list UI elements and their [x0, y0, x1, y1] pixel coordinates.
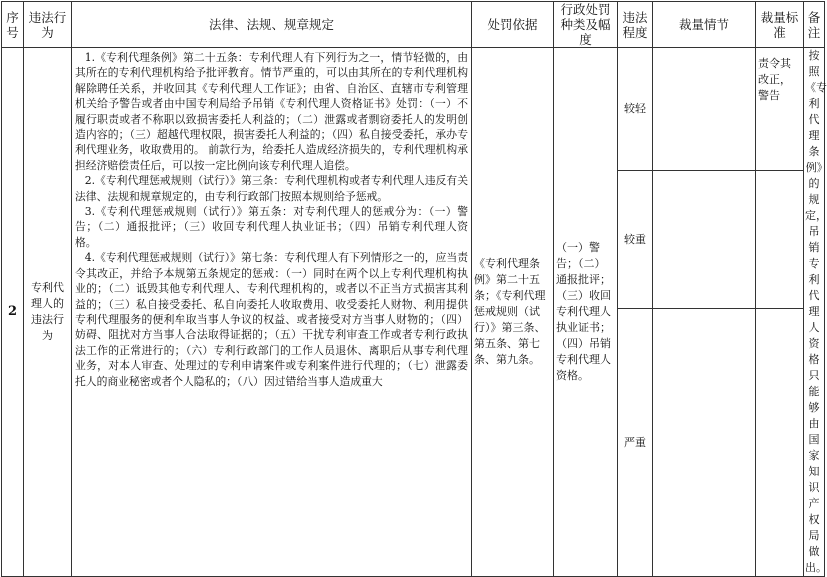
row-behavior: 专利代理人的违法行为	[24, 48, 72, 577]
degree-severe: 严重	[618, 309, 653, 577]
standard-light: 责令其改正，警告	[756, 48, 804, 171]
header-law: 法律、法规、规章规定	[72, 2, 472, 48]
degree-light: 较轻	[618, 48, 653, 171]
circumstance-severe	[653, 309, 756, 577]
header-row	[2, 2, 825, 48]
header-seq: 序号	[2, 2, 24, 48]
table-row	[2, 48, 825, 171]
circumstance-medium	[653, 170, 756, 308]
header-behavior: 违法行为	[24, 2, 72, 48]
header-circumstance: 裁量情节	[653, 2, 756, 48]
standard-severe	[756, 309, 804, 577]
standard-medium	[756, 170, 804, 308]
header-note: 备注	[804, 2, 825, 48]
law-item-3: 3.《专利代理惩戒规则（试行）》第五条：对专利代理人的惩戒分为：（一）警告；（二）通报批评；（三）收回专利代理人执业证书；（四）吊销专利代理人资格。	[75, 205, 468, 249]
header-basis: 处罚依据	[472, 2, 554, 48]
law-item-4: 4.《专利代理惩戒规则（试行）》第七条：专利代理人有下列情形之一的，应当责令其改正，并给予本规第五条规定的惩戒：（一）同时在两个以上专利代理机构执业的；（二）诋毁其他专利代理人、专利代理机构的，或者以不正当方式损害其利益的；（三）私自接受委托、私自向委托人收取费用、收受委托人财物、利用提供专利代理服务的便利牟取当事人争议的权益、或者接受对方当事人财物的；（四）妨碍、阻扰对方当事人合法取得证据的；（五）干扰专利审查工作或者专利行政执法工作的正常进行的；（六）专利行政部门的工作人员退休、离职后从事专利代理业务，对本人审查、处理过的专利申请案件或专利案件进行代理的；（七）泄露委托人的商业秘密或者个人隐私的；（八）因过错给当事人造成重大	[75, 251, 468, 388]
law-item-1: 1.《专利代理条例》第二十五条：专利代理人有下列行为之一，情节轻微的，由其所在的专利代理机构给予批评教育。情节严重的，可以由其所在的专利代理机构解除聘任关系，并收回其《专利代理人工作证》；由省、自治区、直辖市专利管理机关给予警告或者由中国专利局给予吊销《专利代理人资格证书》处罚：（一）不履行职责或者不称职以致损害委托人利益的；（二）泄露或者剽窃委托人的发明创造内容的；（三）超越代理权限，损害委托人利益的；（四）私自接受委托，承办专利代理业务，收取费用的。 前款行为，给委托人造成经济损失的，专利代理机构承担经济赔偿责任后，可以按一定比例向该专利代理人追偿。	[75, 51, 468, 172]
header-type: 行政处罚种类及幅度	[554, 2, 618, 48]
law-provisions	[72, 48, 472, 577]
header-degree: 违法程度	[618, 2, 653, 48]
penalty-basis: 《专利代理条例》第二十五条；《专利代理惩戒规则（试行）》第三条、第五条、第七条、第九条。	[472, 48, 554, 577]
law-item-2: 2.《专利代理惩戒规则（试行）》第三条：专利代理机构或者专利代理人违反有关法律、法规和规章规定的，由专利行政部门按照本规则给予惩戒。	[75, 174, 468, 203]
degree-medium: 较重	[618, 170, 653, 308]
penalty-type: （一）警告；（二）通报批评；（三）收回专利代理人执业证书；（四）吊销专利代理人资格。	[554, 48, 618, 577]
penalty-discretion-table	[1, 1, 825, 577]
row-seq: 2	[2, 48, 24, 577]
remark: 按照《专利代理条例》的规定，吊销专利代理人资格只能够由国家知识产权局做出。	[804, 48, 825, 577]
circumstance-light	[653, 48, 756, 171]
header-standard: 裁量标准	[756, 2, 804, 48]
